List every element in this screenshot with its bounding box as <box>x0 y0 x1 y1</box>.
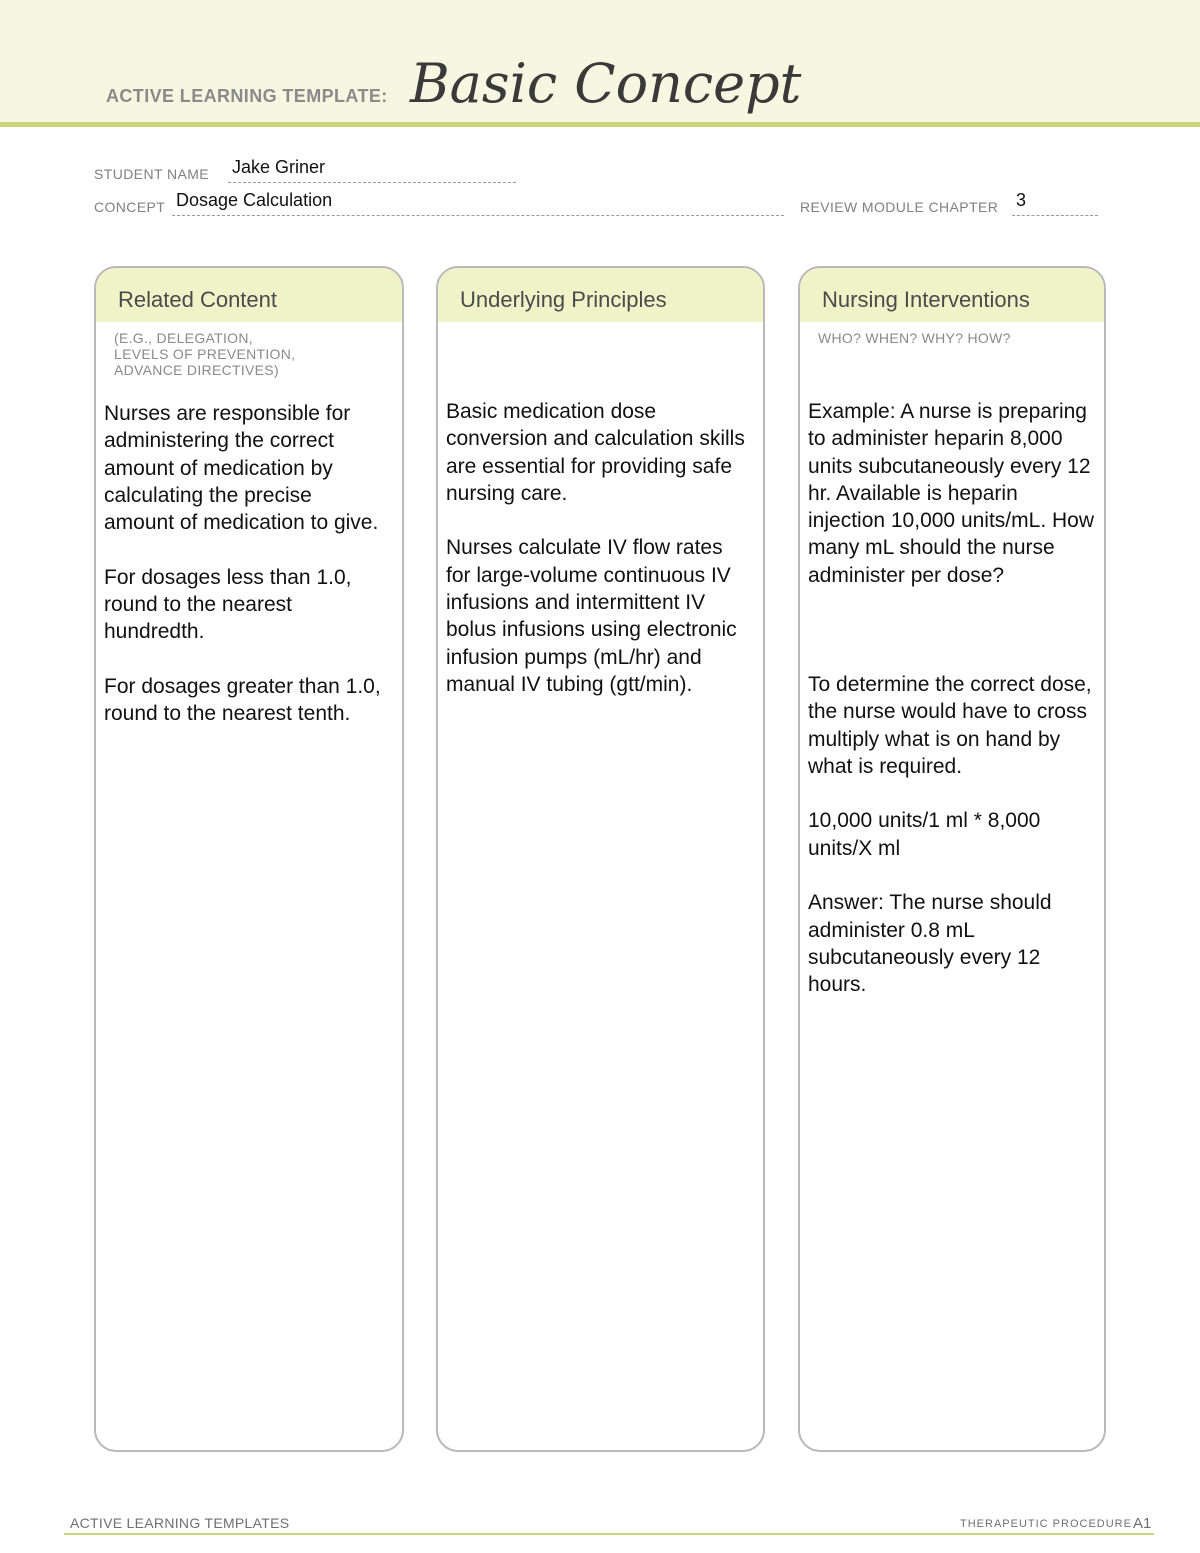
concept-field[interactable]: Dosage Calculation <box>176 190 333 210</box>
student-name-line <box>228 182 516 183</box>
footer-left-label: ACTIVE LEARNING TEMPLATES <box>70 1515 290 1531</box>
underlying-principles-title: Underlying Principles <box>438 268 763 322</box>
nursing-interventions-body[interactable] <box>808 398 1098 1026</box>
related-content-subtitle: (E.G., DELEGATION, LEVELS OF PREVENTION, ADVANCE DIRECTIVES) <box>114 330 296 378</box>
nursing-interventions-panel <box>798 266 1106 1452</box>
page-number: A1 <box>1133 1515 1152 1532</box>
review-module-line <box>1012 215 1098 216</box>
footer-right-label: THERAPEUTIC PROCEDURE <box>960 1518 1132 1530</box>
template-label: ACTIVE LEARNING TEMPLATE: <box>106 86 388 106</box>
related-paragraph: For dosages greater than 1.0, round to the nearest tenth. <box>104 674 381 726</box>
related-paragraph: Nurses are responsible for administering the correct amount of medication by calculating the precise amount of medication to give. <box>104 402 379 535</box>
template-title: Basic Concept <box>410 52 802 115</box>
nursing-interventions-title: Nursing Interventions <box>800 268 1104 322</box>
related-content-body[interactable] <box>104 400 386 755</box>
footer-divider <box>64 1533 1154 1535</box>
concept-line <box>172 215 784 216</box>
underlying-principles-panel <box>436 266 765 1452</box>
interventions-example: Example: A nurse is preparing to administer heparin 8,000 units subcutaneously every 12 hr. Available is heparin injection 10,000 units/mL. How many mL should the nurse administer per dose? <box>808 400 1094 587</box>
related-content-title: Related Content <box>96 268 402 322</box>
nursing-interventions-subtitle: WHO? WHEN? WHY? HOW? <box>818 330 1011 346</box>
student-name-field[interactable]: Jake Griner <box>232 157 326 177</box>
student-name-label: STUDENT NAME <box>94 166 209 182</box>
underlying-principles-body[interactable] <box>446 398 746 726</box>
principles-paragraph: Basic medication dose conversion and calculation skills are essential for providing safe nursing care. <box>446 400 745 505</box>
related-paragraph: For dosages less than 1.0, round to the nearest hundredth. <box>104 565 352 644</box>
interventions-answer: Answer: The nurse should administer 0.8 mL subcutaneously every 12 hours. <box>808 891 1052 997</box>
header-divider <box>0 122 1200 127</box>
concept-label: CONCEPT <box>94 199 166 215</box>
related-content-panel <box>94 266 404 1452</box>
principles-paragraph: Nurses calculate IV flow rates for large-volume continuous IV infusions and intermittent IV bolus infusions using electronic infusion pumps (mL/hr) and manual IV tubing (gtt/min). <box>446 536 737 696</box>
interventions-steps: To determine the correct dose, the nurse would have to cross multiply what is on hand by what is required. <box>808 672 1092 778</box>
review-module-label: REVIEW MODULE CHAPTER <box>800 199 999 215</box>
review-module-field[interactable]: 3 <box>1016 190 1027 210</box>
interventions-formula: 10,000 units/1 ml * 8,000 units/X ml <box>808 809 1041 860</box>
